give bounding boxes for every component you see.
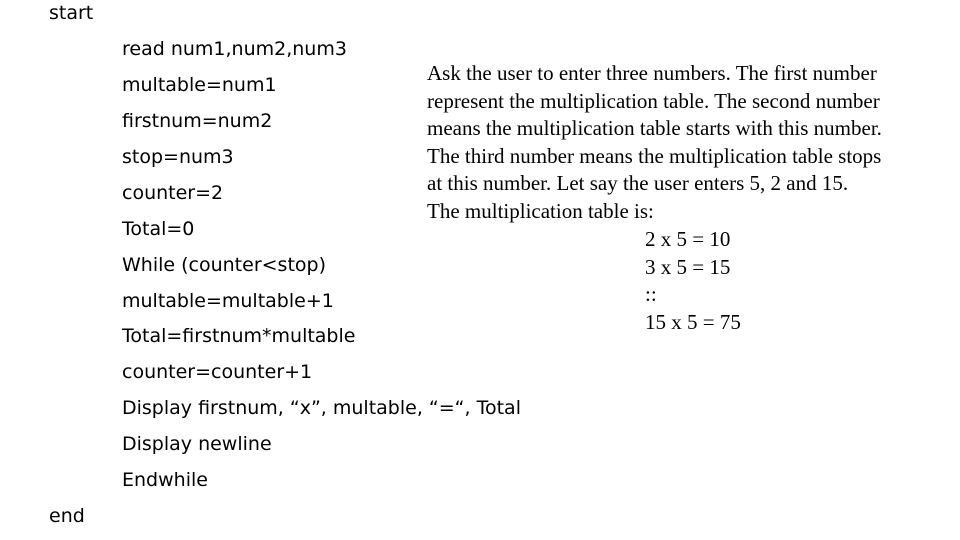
pseudocode-line: While (counter<stop) (122, 254, 326, 276)
example-line: 3 x 5 = 15 (645, 254, 731, 279)
pseudocode-end: end (49, 505, 85, 527)
pseudocode-line: firstnum=num2 (122, 110, 273, 132)
pseudocode-line: multable=multable+1 (122, 290, 334, 312)
pseudocode-line: Display firstnum, “x”, multable, “=“, Total (122, 397, 521, 419)
pseudocode-line: stop=num3 (122, 146, 234, 168)
pseudocode-line: Endwhile (122, 469, 208, 491)
example-table (645, 226, 741, 336)
example-line: 15 x 5 = 75 (645, 309, 741, 334)
problem-statement (427, 60, 957, 226)
pseudocode-line: counter=counter+1 (122, 361, 313, 383)
problem-line: means the multiplication table starts with this number. (427, 116, 882, 141)
pseudocode-line: counter=2 (122, 182, 224, 204)
example-line: 2 x 5 = 10 (645, 227, 731, 251)
problem-line: represent the multiplication table. The second number (427, 88, 880, 113)
problem-line: The multiplication table is: (427, 198, 654, 223)
pseudocode-line: Display newline (122, 433, 272, 455)
problem-line: at this number. Let say the user enters 5, 2 and 15. (427, 171, 849, 196)
pseudocode-line: read num1,num2,num3 (122, 38, 347, 60)
pseudocode-line: multable=num1 (122, 74, 277, 96)
problem-line: The third number means the multiplication table stops (427, 143, 882, 168)
pseudocode-line: Total=firstnum*multable (122, 325, 356, 347)
pseudocode-start: start (49, 2, 94, 24)
pseudocode-line: Total=0 (122, 218, 195, 240)
problem-line: Ask the user to enter three numbers. The first number (427, 61, 877, 85)
example-line: :: (645, 282, 657, 307)
